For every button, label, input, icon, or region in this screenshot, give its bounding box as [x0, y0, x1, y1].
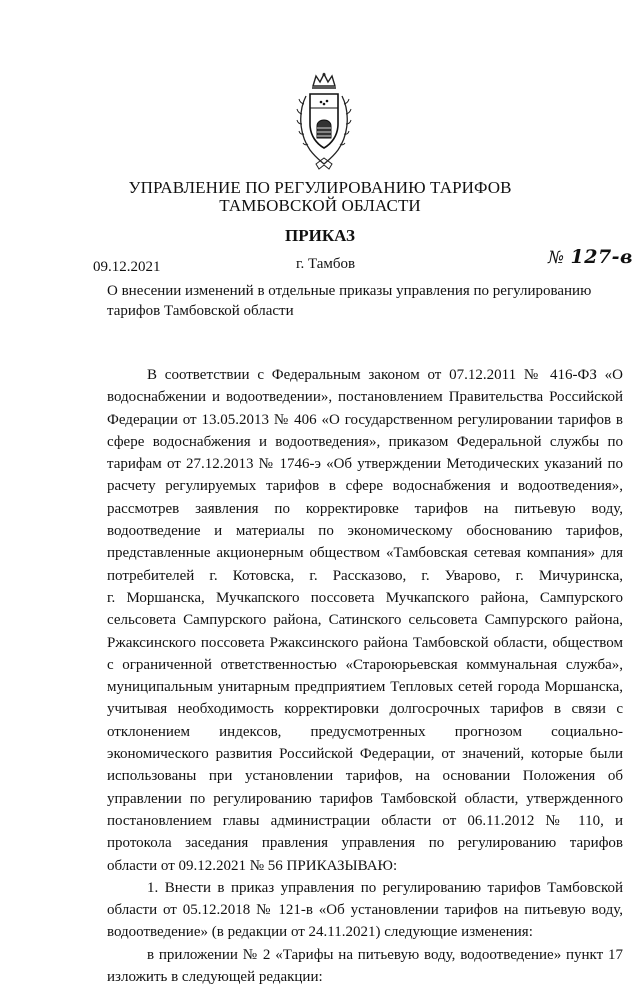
body-line: тарифам от 27.12.2013 № 1746-э «Об утверждении Методических указаний по: [107, 456, 623, 473]
body-line: области от 05.12.2018 № 121-в «Об установлении тарифов на питьевую воду,: [107, 902, 623, 919]
body-line: сфере водоснабжения и водоотведения», приказом Федеральной службы по: [107, 433, 623, 450]
organization-name-line2: ТАМБОВСКОЙ ОБЛАСТИ: [219, 196, 421, 215]
body-line: В соответствии с Федеральным законом от 07.12.2011 № 416-ФЗ «О: [147, 367, 623, 383]
body-line: постановлением главы администрации области от 06.11.2012 № 110, и: [107, 812, 623, 829]
body-line: водоотведение и материалы по экономическому обоснованию тарифов,: [107, 523, 623, 540]
body-line: расчету регулируемых тарифов в сфере водоснабжения и водоотведения»,: [107, 478, 623, 495]
body-line: 1. Внести в приказ управления по регулированию тарифов Тамбовской: [147, 879, 623, 896]
document-date: 09.12.2021: [93, 259, 161, 275]
order-body: [107, 364, 623, 988]
body-line: изложить в следующей редакции:: [107, 969, 323, 986]
body-line: водоотведение» (в редакции от 24.11.2021) следующие изменения:: [107, 924, 533, 941]
body-line: протокола заседания правления управления по регулированию тарифов: [107, 835, 623, 852]
body-line: в приложении № 2 «Тарифы на питьевую воду, водоотведение» пункт 17: [147, 946, 623, 963]
body-line: с ограниченной ответственностью «Староюрьевская коммунальная служба»,: [107, 656, 623, 673]
body-line: представленные акционерным обществом «Тамбовская сетевая компания» для: [107, 545, 623, 562]
body-line: использованы при установлении тарифов, на основании Положения об: [107, 768, 623, 785]
body-line: г. Моршанска, Мучкапского поссовета Мучкапского района, Сампурского: [107, 589, 623, 606]
document-city: г. Тамбов: [296, 256, 356, 272]
body-line: Федерации от 13.05.2013 № 406 «О государственном регулировании тарифов в: [107, 411, 623, 428]
body-line: потребителей г. Котовска, г. Рассказово, г. Уварово, г. Мичуринска,: [107, 567, 623, 584]
body-line: отклонением индексов, предусмотренных прогнозом социально-: [107, 723, 623, 740]
body-line: области от 09.12.2021 № 56 ПРИКАЗЫВАЮ:: [107, 857, 398, 874]
body-line: сельсовета Сампурского района, Сатинского сельсовета Сампурского района,: [107, 612, 623, 629]
body-line: Ржаксинского поссовета Ржаксинского района Тамбовской области, обществом: [107, 634, 623, 651]
coat-of-arms-icon: [296, 72, 352, 170]
subject-line2: тарифов Тамбовской области: [107, 303, 294, 319]
body-line: водоснабжении и водоотведении», постановлением Правительства Российской: [107, 389, 623, 406]
subject-line1: О внесении изменений в отдельные приказы управления по регулированию: [107, 283, 592, 299]
body-line: рассмотрев заявления по корректировке тарифов на питьевую воду,: [107, 500, 623, 517]
number-sign: №: [548, 248, 565, 268]
body-line: экономического развития Российской Федерации, от значений, которые были: [107, 746, 623, 763]
document-type: ПРИКАЗ: [285, 226, 355, 245]
body-line: учитывая необходимость корректировки долгосрочных тарифов в связи с: [107, 701, 623, 718]
organization-name-line1: УПРАВЛЕНИЕ ПО РЕГУЛИРОВАНИЮ ТАРИФОВ: [128, 178, 512, 197]
document-number: [548, 246, 633, 268]
body-line: муниципальным унитарным предприятием Тепловых сетей города Моршанска,: [107, 679, 623, 696]
handwritten-number: 127-в: [570, 246, 634, 268]
body-line: управлении по регулированию тарифов Тамбовской области, утвержденного: [107, 790, 623, 807]
